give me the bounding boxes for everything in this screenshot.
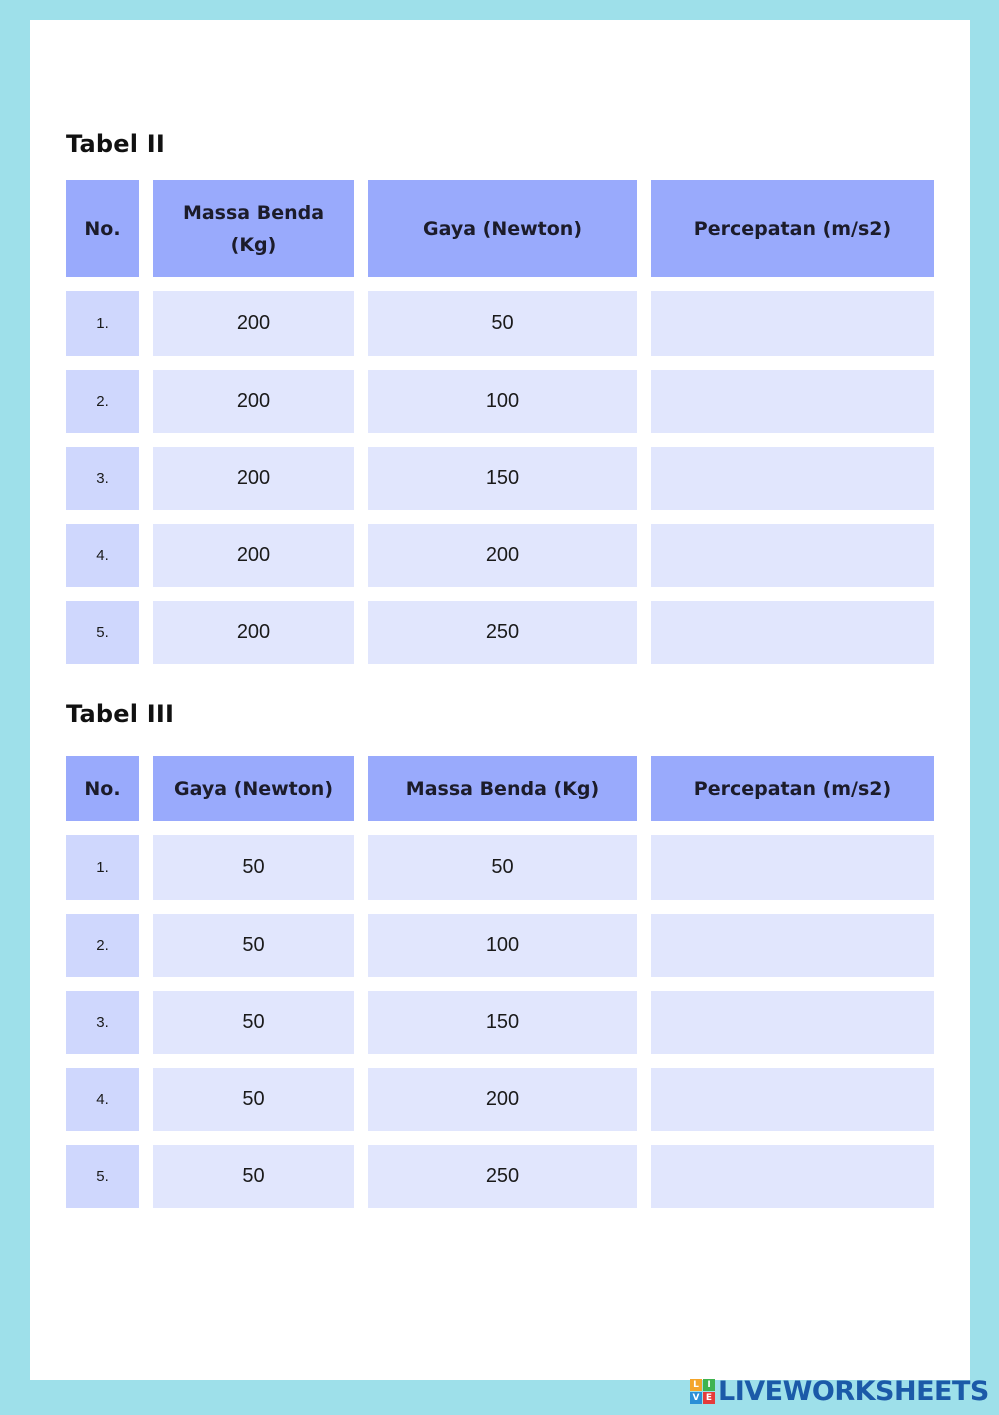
- logo-letter-v: V: [690, 1392, 702, 1404]
- table-2-header-mass: Massa Benda (Kg): [153, 180, 354, 277]
- table-2-row-3-no: 3.: [66, 447, 139, 510]
- table-3-row-4-no: 4.: [66, 1068, 139, 1131]
- table-2-row-1-force: 50: [368, 291, 637, 356]
- table-3-row-2-answer-cell[interactable]: [651, 914, 934, 977]
- table-2-row-4-no: 4.: [66, 524, 139, 587]
- table-2-header-acceleration: Percepatan (m/s2): [651, 180, 934, 277]
- table-2-header-force: Gaya (Newton): [368, 180, 637, 277]
- table-3-row-5-no: 5.: [66, 1145, 139, 1208]
- table-2-row-4-answer-input[interactable]: [651, 524, 934, 587]
- table-2-row-3-answer-cell[interactable]: [651, 447, 934, 510]
- table-3-title: Tabel III: [66, 700, 175, 728]
- table-2-row-5-answer-cell[interactable]: [651, 601, 934, 664]
- table-2-row-3-mass: 200: [153, 447, 354, 510]
- table-3-row-1-mass: 50: [368, 835, 637, 900]
- table-3-row-5-answer-input[interactable]: [651, 1145, 934, 1208]
- table-3-row-2-mass: 100: [368, 914, 637, 977]
- table-2-row-2-answer-cell[interactable]: [651, 370, 934, 433]
- table-3-row-3-force: 50: [153, 991, 354, 1054]
- table-2-row-5-no: 5.: [66, 601, 139, 664]
- table-2-row-5-answer-input[interactable]: [651, 601, 934, 664]
- table-3-row-5-answer-cell[interactable]: [651, 1145, 934, 1208]
- table-3-row-2-no: 2.: [66, 914, 139, 977]
- table-3-row-2-answer-input[interactable]: [651, 914, 934, 977]
- table-3-row-3-no: 3.: [66, 991, 139, 1054]
- table-2-title: Tabel II: [66, 130, 165, 158]
- table-3-header-no: No.: [66, 756, 139, 821]
- table-3-row-2-force: 50: [153, 914, 354, 977]
- table-3-row-1-no: 1.: [66, 835, 139, 900]
- logo-letter-e: E: [703, 1392, 715, 1404]
- table-3-row-5-force: 50: [153, 1145, 354, 1208]
- table-3-row-1-answer-cell[interactable]: [651, 835, 934, 900]
- table-3-header-mass: Massa Benda (Kg): [368, 756, 637, 821]
- logo-letter-l: L: [690, 1379, 702, 1391]
- logo-letter-i: I: [703, 1379, 715, 1391]
- table-3-row-3-answer-input[interactable]: [651, 991, 934, 1054]
- table-2-row-1-mass: 200: [153, 291, 354, 356]
- table-3-header-force: Gaya (Newton): [153, 756, 354, 821]
- table-2-row-1-answer-input[interactable]: [651, 291, 934, 356]
- table-2-row-4-answer-cell[interactable]: [651, 524, 934, 587]
- liveworksheets-brand: [690, 1376, 989, 1407]
- table-2-row-5-mass: 200: [153, 601, 354, 664]
- table-2-row-1-no: 1.: [66, 291, 139, 356]
- worksheet-page: [30, 20, 970, 1380]
- table-3-header-acceleration: Percepatan (m/s2): [651, 756, 934, 821]
- table-3-row-1-answer-input[interactable]: [651, 835, 934, 900]
- table-3-row-5-mass: 250: [368, 1145, 637, 1208]
- table-2-row-1-answer-cell[interactable]: [651, 291, 934, 356]
- table-2-row-3-answer-input[interactable]: [651, 447, 934, 510]
- table-3-row-3-answer-cell[interactable]: [651, 991, 934, 1054]
- table-2-row-4-force: 200: [368, 524, 637, 587]
- table-3-row-3-mass: 150: [368, 991, 637, 1054]
- table-3-row-1-force: 50: [153, 835, 354, 900]
- liveworksheets-wordmark: LIVEWORKSHEETS: [718, 1376, 989, 1407]
- table-2-row-2-no: 2.: [66, 370, 139, 433]
- table-2-row-3-force: 150: [368, 447, 637, 510]
- table-3-row-4-mass: 200: [368, 1068, 637, 1131]
- table-2-row-2-mass: 200: [153, 370, 354, 433]
- table-3-row-4-answer-input[interactable]: [651, 1068, 934, 1131]
- table-2-row-5-force: 250: [368, 601, 637, 664]
- table-3-row-4-force: 50: [153, 1068, 354, 1131]
- table-2-header-no: No.: [66, 180, 139, 277]
- table-3-row-4-answer-cell[interactable]: [651, 1068, 934, 1131]
- table-2-row-2-answer-input[interactable]: [651, 370, 934, 433]
- liveworksheets-logo-icon: [690, 1379, 715, 1404]
- table-2-row-4-mass: 200: [153, 524, 354, 587]
- table-2-row-2-force: 100: [368, 370, 637, 433]
